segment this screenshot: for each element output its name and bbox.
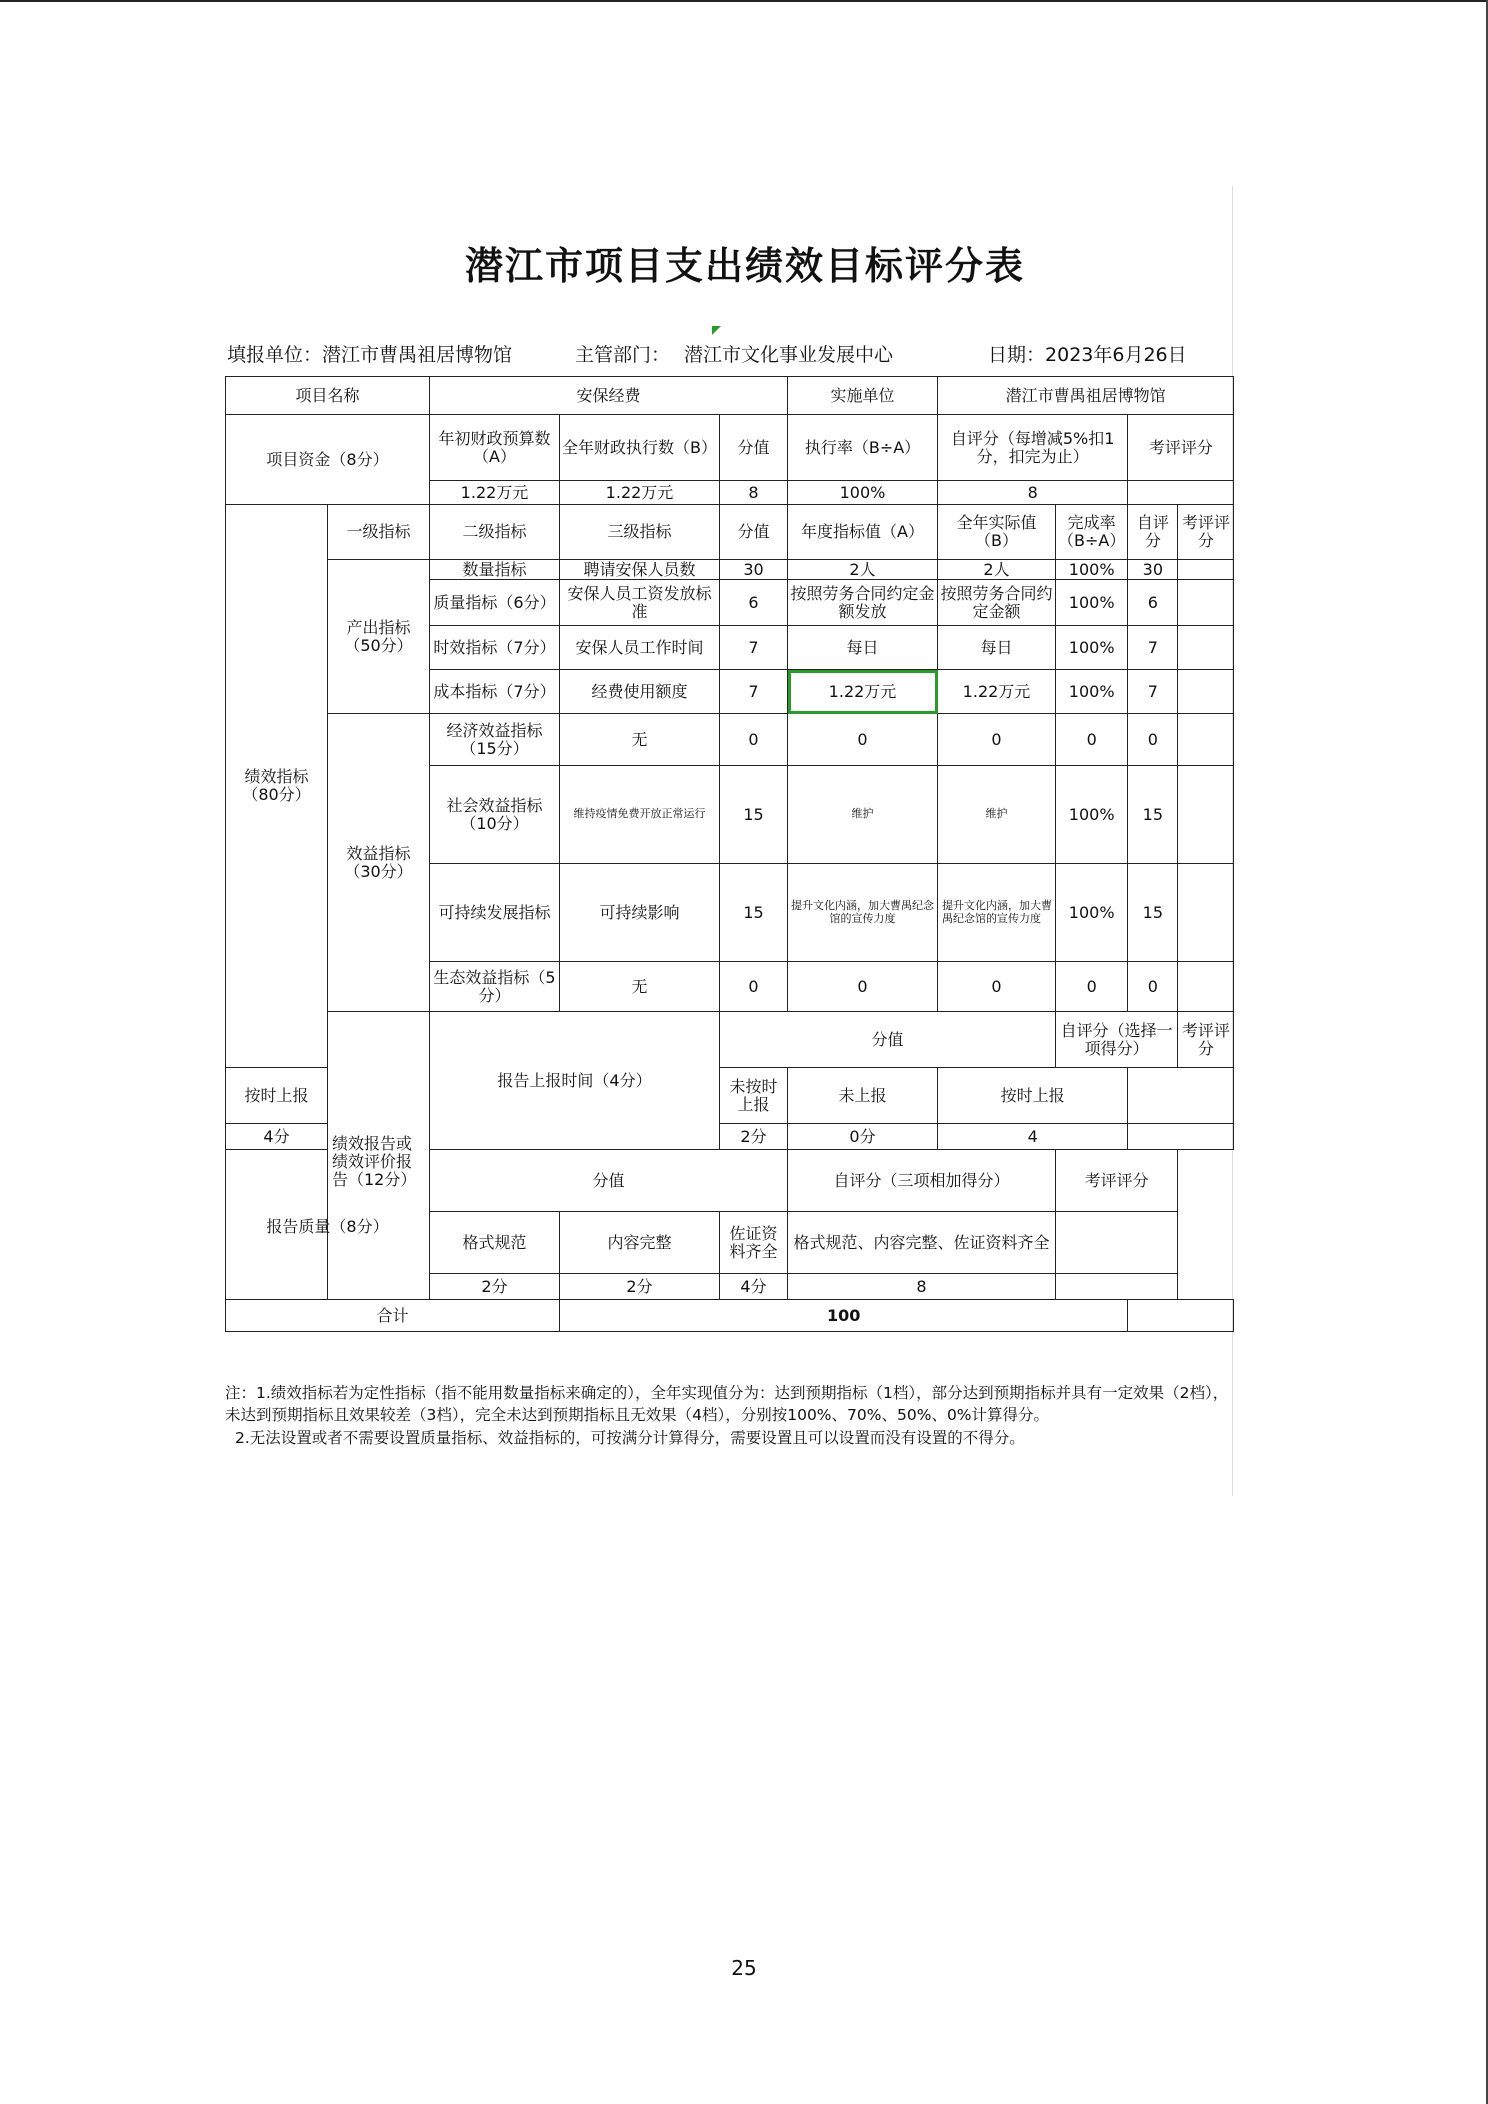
- report-quality-review: [1056, 1212, 1178, 1274]
- report-quality-self-header: 自评分（三项相加得分）: [788, 1150, 1056, 1212]
- table-row-review: [1178, 864, 1234, 962]
- table-row-actual: 每日: [938, 626, 1056, 670]
- perf-label: 绩效指标（80分）: [226, 505, 328, 1068]
- table-row-actual: 按照劳务合同约定金额: [938, 580, 1056, 626]
- report-time-review-value: [1128, 1124, 1234, 1150]
- table-row-l2: 经济效益指标（15分）: [430, 714, 560, 766]
- funds-col-b: 全年财政执行数（B）: [560, 415, 720, 481]
- report-date-value: 2023年6月26日: [1045, 344, 1187, 366]
- supervising-dept-value: 潜江市文化事业发展中心: [684, 344, 894, 366]
- notes: [225, 1382, 1235, 1449]
- score-table: [225, 376, 1234, 1332]
- table-row-review: [1178, 626, 1234, 670]
- report-time-self-value: 4: [938, 1124, 1128, 1150]
- table-row-score: 0: [720, 962, 788, 1012]
- table-row-review: [1178, 560, 1234, 580]
- report-quality-pts2: 2分: [560, 1274, 720, 1300]
- funds-col-rate: 执行率（B÷A）: [788, 415, 938, 481]
- table-row-l2: 社会效益指标（10分）: [430, 766, 560, 864]
- report-time-score-header: 分值: [720, 1012, 1056, 1068]
- table-row-l2: 时效指标（7分）: [430, 626, 560, 670]
- report-quality-review-value: [1056, 1274, 1178, 1300]
- table-row-self: 15: [1128, 766, 1178, 864]
- table-row-rate: 100%: [1056, 580, 1128, 626]
- table-row-review: [1178, 580, 1234, 626]
- funds-col-review: 考评评分: [1128, 415, 1234, 481]
- table-row-rate: 100%: [1056, 626, 1128, 670]
- table-row-l3: 可持续影响: [560, 864, 720, 962]
- table-row-review: [1178, 670, 1234, 714]
- report-time-pts1: 4分: [226, 1124, 328, 1150]
- table-row-l2: 可持续发展指标: [430, 864, 560, 962]
- reporting-unit-label: 填报单位：: [227, 344, 323, 366]
- table-row-l3: 维持疫情免费开放正常运行: [560, 766, 720, 864]
- perf-header-review: 考评评分: [1178, 505, 1234, 560]
- perf-header-target: 年度指标值（A）: [788, 505, 938, 560]
- perf-header-l1: 一级指标: [328, 505, 430, 560]
- table-row-rate: 0: [1056, 714, 1128, 766]
- table-row-self: 7: [1128, 670, 1178, 714]
- table-row-l2: 成本指标（7分）: [430, 670, 560, 714]
- perf-header-l2: 二级指标: [430, 505, 560, 560]
- benefit-group-label: 效益指标（30分）: [328, 714, 430, 1012]
- table-row-l3: 无: [560, 962, 720, 1012]
- table-row-review: [1178, 766, 1234, 864]
- total-review: [1128, 1300, 1234, 1332]
- funds-col-score: 分值: [720, 415, 788, 481]
- table-row-rate: 0: [1056, 962, 1128, 1012]
- supervising-dept: [575, 340, 893, 370]
- table-row-self: 30: [1128, 560, 1178, 580]
- total-label: 合计: [226, 1300, 560, 1332]
- note-2: 2.无法设置或者不需要设置质量指标、效益指标的，可按满分计算得分，需要设置且可以设置而没有设置的不得分。: [235, 1428, 1025, 1447]
- table-row-l3: 无: [560, 714, 720, 766]
- table-row-l2: 质量指标（6分）: [430, 580, 560, 626]
- impl-unit-value: 潜江市曹禺祖居博物馆: [938, 377, 1234, 415]
- table-row-target: 0: [788, 962, 938, 1012]
- report-time-selected: 按时上报: [938, 1068, 1128, 1124]
- table-row-self: 0: [1128, 714, 1178, 766]
- table-row-actual: 提升文化内涵，加大曹禺纪念馆的宣传力度: [938, 864, 1056, 962]
- table-row-actual: 维护: [938, 766, 1056, 864]
- table-row-rate: 100%: [1056, 560, 1128, 580]
- impl-unit-label: 实施单位: [788, 377, 938, 415]
- table-row-target: 提升文化内涵，加大曹禺纪念馆的宣传力度: [788, 864, 938, 962]
- total-value: 100: [560, 1300, 1128, 1332]
- report-quality-selected: 格式规范、内容完整、佐证资料齐全: [788, 1212, 1056, 1274]
- table-row-score: 0: [720, 714, 788, 766]
- table-row-l2: 数量指标: [430, 560, 560, 580]
- table-row-rate: 100%: [1056, 670, 1128, 714]
- table-row-self: 7: [1128, 626, 1178, 670]
- funds-val-score: 8: [720, 481, 788, 505]
- perf-header-score: 分值: [720, 505, 788, 560]
- table-row-score: 15: [720, 766, 788, 864]
- funds-val-review: [1128, 481, 1234, 505]
- table-row-target: 0: [788, 714, 938, 766]
- report-quality-label: 报告质量（8分）: [226, 1150, 430, 1300]
- funds-col-a: 年初财政预算数（A）: [430, 415, 560, 481]
- funds-val-a: 1.22万元: [430, 481, 560, 505]
- table-row-l3: 安保人员工资发放标准: [560, 580, 720, 626]
- report-quality-review-header: 考评评分: [1056, 1150, 1178, 1212]
- reporting-unit: [227, 340, 512, 370]
- report-time-review: [1128, 1068, 1234, 1124]
- report-time-pts3: 0分: [788, 1124, 938, 1150]
- table-row-target: 维护: [788, 766, 938, 864]
- report-time-review-header: 考评评分: [1178, 1012, 1234, 1068]
- table-row-target: 按照劳务合同约定金额发放: [788, 580, 938, 626]
- table-row-actual: 1.22万元: [938, 670, 1056, 714]
- report-date: [988, 340, 1187, 370]
- table-row-review: [1178, 714, 1234, 766]
- note-1: 注：1.绩效指标若为定性指标（指不能用数量指标来确定的），全年实现值分为：达到预期指标（1档），部分达到预期指标并具有一定效果（2档），未达到预期指标且效果较差（3档），完全未达到预期指标且无效果（4档），分别按100%、70%、50%、0%计算得分。: [225, 1384, 1229, 1425]
- page-number: 25: [731, 1956, 757, 1980]
- table-row-self: 6: [1128, 580, 1178, 626]
- table-row-actual: 2人: [938, 560, 1056, 580]
- funds-val-rate: 100%: [788, 481, 938, 505]
- table-row-l2: 生态效益指标（5分）: [430, 962, 560, 1012]
- table-row-score: 15: [720, 864, 788, 962]
- report-time-self-header: 自评分（选择一项得分）: [1056, 1012, 1178, 1068]
- table-row-actual: 0: [938, 714, 1056, 766]
- funds-col-self: 自评分（每增减5%扣1分，扣完为止）: [938, 415, 1128, 481]
- perf-header-actual: 全年实际值（B）: [938, 505, 1056, 560]
- report-quality-opt3: 佐证资料齐全: [720, 1212, 788, 1274]
- table-row-review: [1178, 962, 1234, 1012]
- report-time-opt1: 按时上报: [226, 1068, 328, 1124]
- report-time-pts2: 2分: [720, 1124, 788, 1150]
- table-row-actual: 0: [938, 962, 1056, 1012]
- report-time-opt3: 未上报: [788, 1068, 938, 1124]
- supervising-dept-label: 主管部门：: [575, 344, 671, 366]
- report-date-label: 日期：: [988, 344, 1046, 366]
- table-row-rate: 100%: [1056, 766, 1128, 864]
- table-row-rate: 100%: [1056, 864, 1128, 962]
- table-row-score: 7: [720, 670, 788, 714]
- table-row-self: 15: [1128, 864, 1178, 962]
- funds-val-b: 1.22万元: [560, 481, 720, 505]
- project-name-label: 项目名称: [226, 377, 430, 415]
- project-name-value: 安保经费: [430, 377, 788, 415]
- table-row-target: 每日: [788, 626, 938, 670]
- report-label: 绩效报告或绩效评价报告（12分）: [328, 1012, 430, 1300]
- page-top-border: [0, 0, 1488, 2]
- table-row-score: 30: [720, 560, 788, 580]
- table-row-l3: 安保人员工作时间: [560, 626, 720, 670]
- table-row-l3: 经费使用额度: [560, 670, 720, 714]
- funds-val-self: 8: [938, 481, 1128, 505]
- report-quality-self-value: 8: [788, 1274, 1056, 1300]
- perf-header-l3: 三级指标: [560, 505, 720, 560]
- report-quality-pts3: 4分: [720, 1274, 788, 1300]
- table-row-l3: 聘请安保人员数: [560, 560, 720, 580]
- table-row-target-selected-cell[interactable]: 1.22万元: [788, 670, 938, 714]
- table-row-score: 6: [720, 580, 788, 626]
- funds-label: 项目资金（8分）: [226, 415, 430, 505]
- report-quality-pts1: 2分: [430, 1274, 560, 1300]
- report-quality-opt1: 格式规范: [430, 1212, 560, 1274]
- cell-comment-marker: [712, 326, 721, 335]
- output-group-label: 产出指标（50分）: [328, 560, 430, 714]
- perf-header-rate: 完成率（B÷A）: [1056, 505, 1128, 560]
- reporting-unit-value: 潜江市曹禺祖居博物馆: [322, 344, 513, 366]
- table-row-score: 7: [720, 626, 788, 670]
- table-row-target: 2人: [788, 560, 938, 580]
- report-time-label: 报告上报时间（4分）: [430, 1012, 720, 1150]
- perf-header-self: 自评分: [1128, 505, 1178, 560]
- table-row-self: 0: [1128, 962, 1178, 1012]
- report-quality-score-header: 分值: [430, 1150, 788, 1212]
- document-title: 潜江市项目支出绩效目标评分表: [464, 243, 1025, 288]
- report-quality-opt2: 内容完整: [560, 1212, 720, 1274]
- report-time-opt2: 未按时上报: [720, 1068, 788, 1124]
